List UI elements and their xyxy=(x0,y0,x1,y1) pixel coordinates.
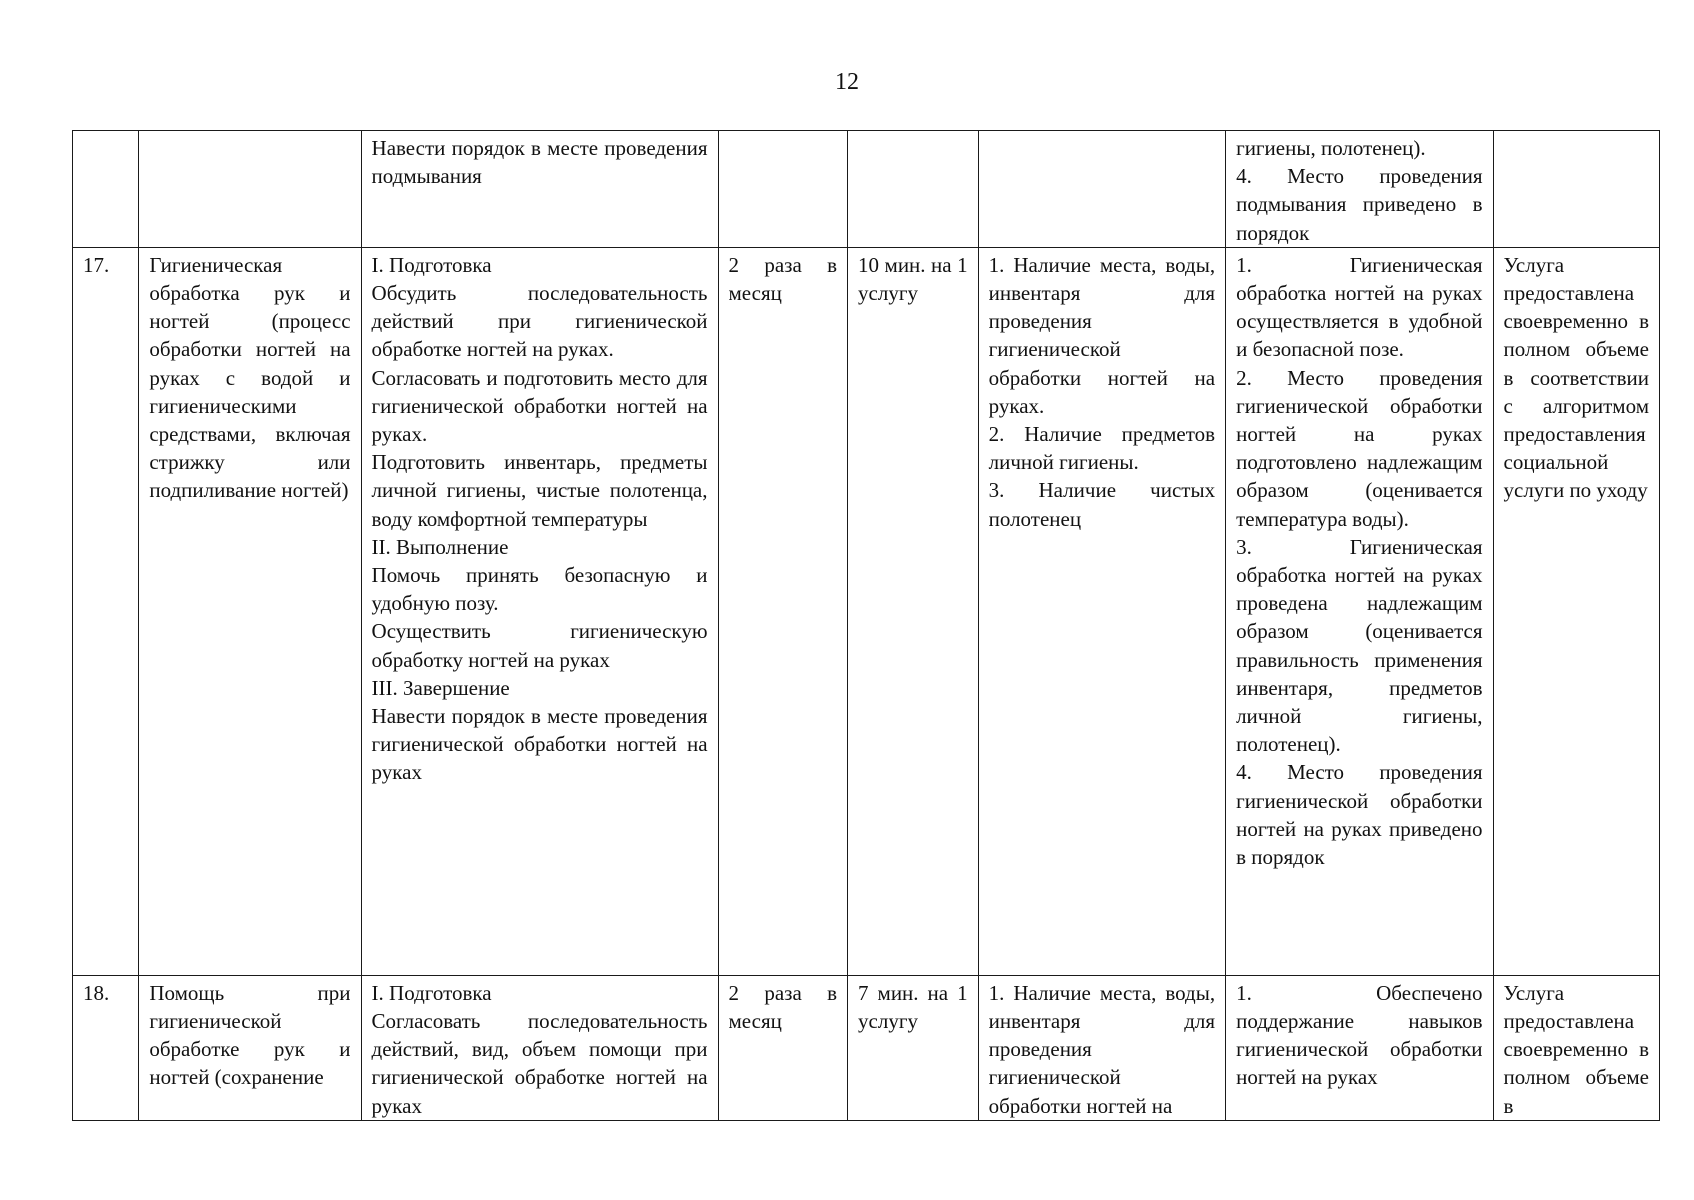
frequency-cell xyxy=(718,131,848,248)
action-line: Обсудить последовательность действий при гигиенической обработке ногтей на руках. xyxy=(371,281,708,362)
action-line: I. Подготовка xyxy=(371,980,492,1005)
duration-cell: 7 мин. на 1 услугу xyxy=(848,975,979,1120)
result-line: 2. Место проведения гигиенической обработки ногтей на руках подготовлено надлежащим образом (оценивается температура воды). xyxy=(1236,365,1483,531)
assessment-cell xyxy=(1493,131,1659,248)
action-line: Согласовать последовательность действий, вид, объем помощи при гигиенической обработке ногтей на руках xyxy=(371,1009,708,1118)
actions-cell xyxy=(361,247,718,975)
result-line: 4. Место проведения гигиенической обработки ногтей на руках приведено в порядок xyxy=(1236,760,1483,870)
results-cell xyxy=(1226,131,1493,248)
table-row xyxy=(73,975,1660,1120)
condition-line: 1. Наличие места, воды, инвентаря для проведения гигиенической обработки ногтей на руках. xyxy=(988,252,1216,418)
actions-cell xyxy=(361,131,718,248)
assessment-cell: Услуга предоставлена своевременно в полном объеме в xyxy=(1493,975,1659,1120)
condition-line: 2. Наличие предметов личной гигиены. xyxy=(988,422,1216,475)
results-cell xyxy=(1226,247,1493,975)
table-row xyxy=(73,131,1660,248)
action-line: Согласовать и подготовить место для гигиенической обработки ногтей на руках. xyxy=(371,365,708,447)
conditions-cell xyxy=(978,247,1225,975)
row-number-cell: 18. xyxy=(73,975,139,1120)
result-line: 1. Гигиеническая обработка ногтей на руках осуществляется в удобной и безопасной позе. xyxy=(1236,252,1483,362)
frequency-cell: 2 раза в месяц xyxy=(718,975,848,1120)
conditions-cell xyxy=(978,131,1225,248)
action-line: II. Выполнение xyxy=(371,534,509,559)
result-line: 4. Место проведения подмывания приведено в порядок xyxy=(1236,164,1483,245)
service-name-cell xyxy=(139,975,361,1120)
action-line: I. Подготовка xyxy=(371,252,492,277)
conditions-cell xyxy=(978,975,1225,1120)
table-row xyxy=(73,247,1660,975)
row-number-cell: 17. xyxy=(73,247,139,975)
condition-line: 3. Наличие чистых полотенец xyxy=(988,478,1216,531)
results-cell xyxy=(1226,975,1493,1120)
duration-cell: 10 мин. на 1 услугу xyxy=(848,247,979,975)
action-line: Помочь принять безопасную и удобную позу. xyxy=(371,563,708,616)
condition-line: 1. Наличие места, воды, инвентаря для проведения гигиенической обработки ногтей на xyxy=(988,980,1216,1118)
action-line: Подготовить инвентарь, предметы личной гигиены, чистые полотенца, воду комфортной температуры xyxy=(371,450,708,531)
result-line: гигиены, полотенец). xyxy=(1236,136,1426,160)
assessment-cell: Услуга предоставлена своевременно в полном объеме в соответствии с алгоритмом предоставления социальной услуги по уходу xyxy=(1493,247,1659,975)
service-name-cell xyxy=(139,131,361,248)
action-line: III. Завершение xyxy=(371,675,510,700)
frequency-cell: 2 раза в месяц xyxy=(718,247,848,975)
action-line: Осуществить гигиеническую обработку ногтей на руках xyxy=(371,619,708,672)
actions-cell xyxy=(361,975,718,1120)
result-line: 1. Обеспечено поддержание навыков гигиенической обработки ногтей на руках xyxy=(1236,980,1483,1090)
duration-cell xyxy=(848,131,979,248)
service-name-text: Помощь при гигиенической обработке рук и ногтей (сохранение xyxy=(149,980,351,1090)
services-table xyxy=(72,130,1660,1121)
action-line: Навести порядок в месте проведения гигиенической обработки ногтей на руках xyxy=(371,704,708,785)
page-number: 12 xyxy=(835,69,859,95)
result-line: 3. Гигиеническая обработка ногтей на руках проведена надлежащим образом (оценивается правильность применения инвентаря, предметов личной гигиены, полотенец). xyxy=(1236,534,1483,757)
row-number-cell xyxy=(73,131,139,248)
action-line: Навести порядок в месте проведения подмывания xyxy=(371,136,708,189)
service-name-text: Гигиеническая обработка рук и ногтей (процесс обработки ногтей на руках с водой и гигиеническими средствами, включая стрижку или подпиливание ногтей) xyxy=(149,252,351,503)
service-name-cell xyxy=(139,247,361,975)
